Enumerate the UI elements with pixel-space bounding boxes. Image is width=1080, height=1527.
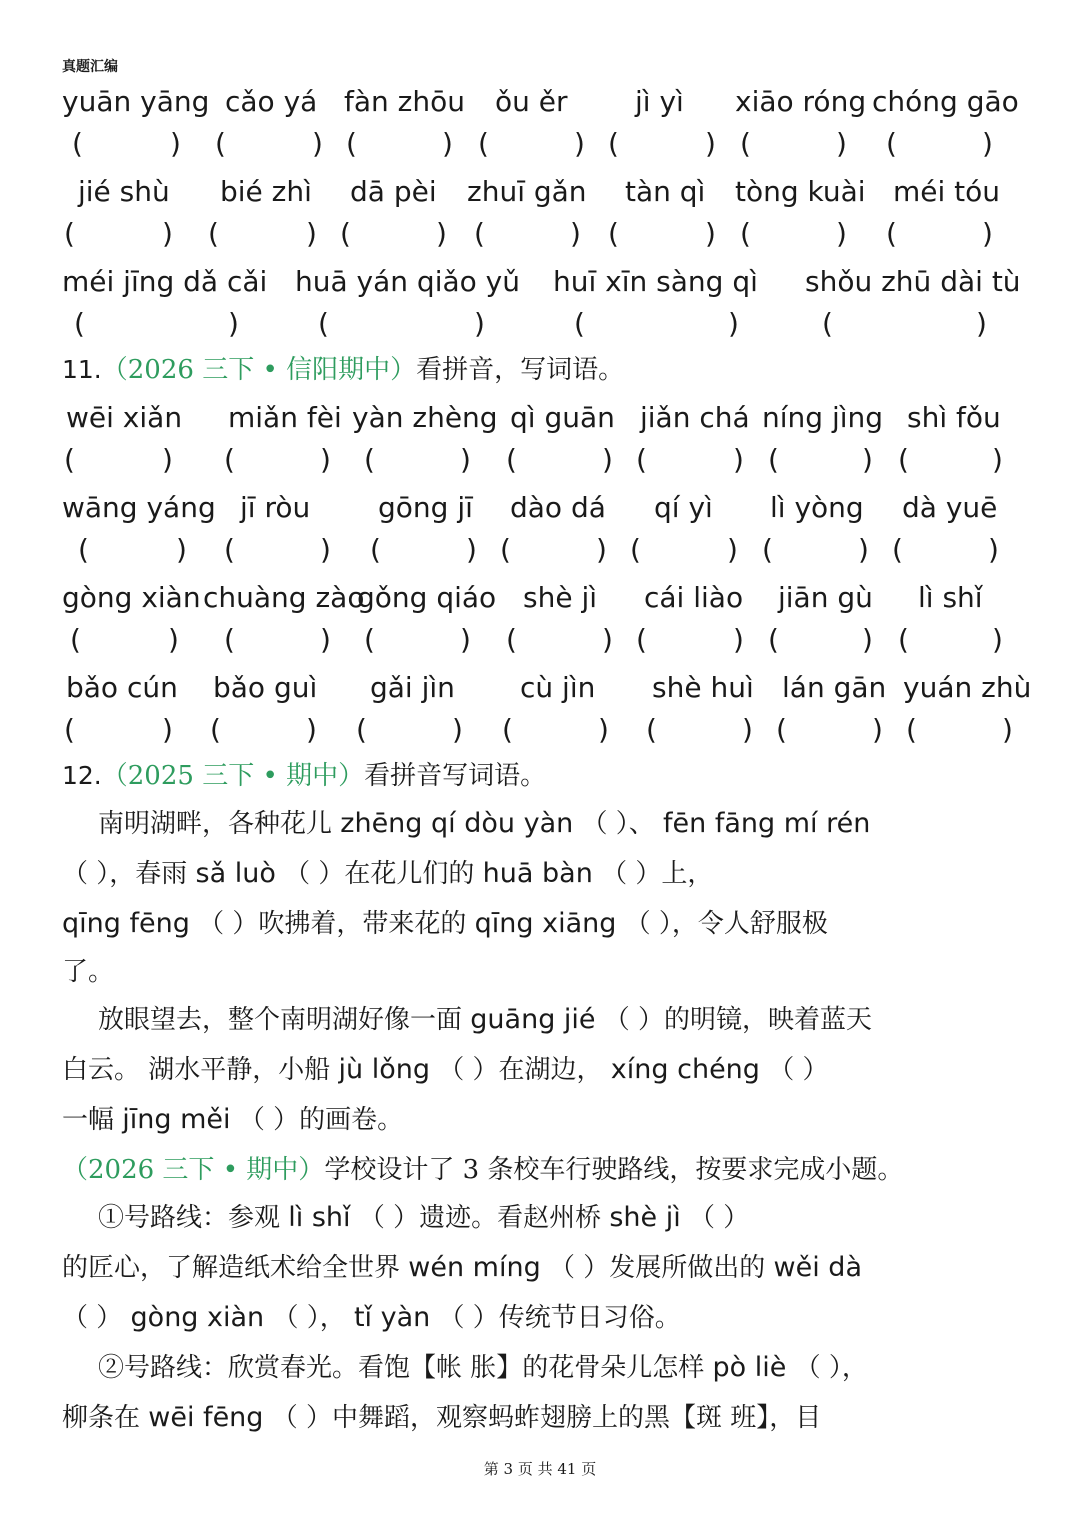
text-line xyxy=(62,1050,828,1090)
pinyin-word: gǒng qiáo xyxy=(357,581,497,614)
pinyin-word: lì shǐ xyxy=(918,581,983,614)
pinyin-word: huā yán qiǎo yǔ xyxy=(295,265,520,298)
pinyin-word: dà yuē xyxy=(902,491,998,524)
pinyin-word: gǎi jìn xyxy=(370,671,455,704)
pinyin-word: tàn qì xyxy=(625,175,706,208)
pinyin-word: bǎo guì xyxy=(213,671,318,704)
pinyin-prompt: lì shǐ xyxy=(288,1202,351,1233)
answer-blank: （ ），令人舒服极 xyxy=(624,909,828,939)
answer-blank-row: ( ) ( ) ( ) ( ) ( ) ( ) ( ) xyxy=(78,533,999,566)
question-source: （2026 三下 • 信阳期中） xyxy=(101,355,417,385)
pinyin-word: shè jì xyxy=(523,581,598,614)
pinyin-word: méi tóu xyxy=(893,175,1001,208)
answer-blank: （ ）上， xyxy=(601,859,714,889)
answer-blank-row: ( ) ( ) ( ) ( ) ( ) ( ) ( ) xyxy=(70,623,1003,656)
answer-blank-row: ( ) ( ) ( ) ( ) ( ) ( ) ( ) xyxy=(64,713,1013,746)
pinyin-word: lì yòng xyxy=(770,491,864,524)
text-line xyxy=(62,952,114,992)
answer-blank: （ ）中舞蹈，观察蚂蚱翅膀上的黑【斑 班】，目 xyxy=(271,1403,822,1433)
question-number: 12. xyxy=(62,761,102,790)
pinyin-prompt: xíng chéng xyxy=(610,1054,760,1085)
pinyin-word: jiān gù xyxy=(778,581,873,614)
pinyin-word: wāng yáng xyxy=(62,491,216,524)
pinyin-word: shè huì xyxy=(652,671,754,704)
text-line xyxy=(62,1298,681,1338)
question-number: 11. xyxy=(62,355,102,384)
answer-blank: （ ）吹拂着，带来花的 xyxy=(198,909,467,939)
answer-blank: （ ）的明镜，映着蓝天 xyxy=(603,1005,873,1035)
text-line xyxy=(62,854,713,894)
answer-blank: （ ）、 xyxy=(581,809,655,839)
pinyin-word: huī xīn sàng qì xyxy=(553,265,758,298)
answer-blank: （ ） xyxy=(62,1303,123,1333)
pinyin-word: lán gān xyxy=(782,671,887,704)
pinyin-word: tòng kuài xyxy=(735,175,866,208)
text-run: ②号路线：欣赏春光。看饱【帐 胀】的花骨朵儿怎样 xyxy=(98,1353,705,1383)
text-run: ①号路线：参观 xyxy=(98,1203,281,1233)
question-source: （2025 三下 • 期中） xyxy=(101,761,365,791)
answer-blank-row: ( ) ( ) ( ) ( ) xyxy=(74,307,987,340)
pinyin-word: jié shù xyxy=(78,175,170,208)
text-line xyxy=(98,1000,872,1040)
answer-blank: （ ） xyxy=(689,1203,750,1233)
pinyin-prompt: sǎ luò xyxy=(195,858,276,889)
pinyin-prompt: wēi fēng xyxy=(148,1402,264,1433)
answer-blank: （ ），春雨 xyxy=(62,859,188,889)
pinyin-prompt: wén míng xyxy=(408,1252,541,1283)
pinyin-word: yàn zhèng xyxy=(352,401,498,434)
text-line xyxy=(62,1248,862,1288)
question-13-heading xyxy=(62,1150,903,1190)
pinyin-word: qì guān xyxy=(510,401,615,434)
pinyin-word: dào dá xyxy=(510,491,606,524)
pinyin-word: jiǎn chá xyxy=(640,401,750,434)
pinyin-word: cái liào xyxy=(644,581,744,614)
pinyin-word: fàn zhōu xyxy=(344,85,465,118)
pinyin-prompt: huā bàn xyxy=(482,858,593,889)
answer-blank-row: ( ) ( ) ( ) ( ) ( ) ( ) ( ) xyxy=(72,127,993,160)
pinyin-word: gòng xiàn xyxy=(62,581,201,614)
pinyin-word: ǒu ěr xyxy=(495,85,568,118)
pinyin-row xyxy=(0,82,1080,122)
answer-blank-row: ( ) ( ) ( ) ( ) ( ) ( ) ( ) xyxy=(64,217,993,250)
pinyin-prompt: zhēng qí dòu yàn xyxy=(340,808,574,839)
text-run: 的匠心，了解造纸术给全世界 xyxy=(62,1253,401,1283)
pinyin-prompt: jù lǒng xyxy=(338,1054,430,1085)
pinyin-word: wēi xiǎn xyxy=(66,401,183,434)
pinyin-row xyxy=(0,578,1080,618)
text-line xyxy=(62,904,828,944)
answer-blank: （ ）在湖边， xyxy=(438,1055,603,1085)
pinyin-prompt: gòng xiàn xyxy=(130,1302,265,1333)
answer-blank: （ ）传统节日习俗。 xyxy=(438,1303,681,1333)
question-source: （2026 三下 • 期中） xyxy=(62,1155,325,1185)
answer-blank: （ ） xyxy=(768,1055,829,1085)
pinyin-prompt: fēn fāng mí rén xyxy=(663,808,871,839)
text-run: 柳条在 xyxy=(62,1403,141,1433)
text-run: 放眼望去，整个南明湖好像一面 xyxy=(98,1005,463,1035)
text-line xyxy=(62,1100,403,1140)
text-run: 白云。 湖水平静，小船 xyxy=(62,1055,331,1085)
pinyin-word: gōng jī xyxy=(378,491,473,524)
header-label: 真题汇编 xyxy=(62,59,118,75)
question-12-heading xyxy=(62,756,546,796)
pinyin-row xyxy=(0,488,1080,528)
pinyin-prompt: shè jì xyxy=(609,1202,681,1233)
pinyin-row xyxy=(0,668,1080,708)
pinyin-word: chóng gāo xyxy=(872,85,1019,118)
answer-blank: （ ）的画卷。 xyxy=(238,1105,404,1135)
page-footer: 第 3 页 共 41 页 xyxy=(483,1460,597,1478)
text-line xyxy=(98,1198,749,1238)
answer-blank-row: ( ) ( ) ( ) ( ) ( ) ( ) ( ) xyxy=(64,443,1003,476)
answer-blank: （ ）遗迹。看赵州桥 xyxy=(358,1203,602,1233)
question-title: 看拼音写词语。 xyxy=(364,761,547,791)
pinyin-prompt: qīng xiāng xyxy=(474,908,617,939)
pinyin-word: bǎo cún xyxy=(66,671,178,704)
pinyin-word: shǒu zhū dài tù xyxy=(805,265,1021,298)
text-line xyxy=(98,1348,868,1388)
pinyin-prompt: jīng měi xyxy=(122,1104,231,1135)
pinyin-row xyxy=(0,398,1080,438)
pinyin-word: jì yì xyxy=(635,85,684,118)
pinyin-word: xiāo róng xyxy=(735,85,867,118)
pinyin-prompt: qīng fēng xyxy=(62,908,190,939)
pinyin-word: qí yì xyxy=(654,491,713,524)
answer-blank: （ ）， xyxy=(794,1353,868,1383)
pinyin-word: méi jīng dǎ cǎi xyxy=(62,265,268,298)
pinyin-word: níng jìng xyxy=(762,401,884,434)
pinyin-row xyxy=(0,262,1080,302)
pinyin-word: zhuī gǎn xyxy=(467,175,587,208)
text-run: 南明湖畔，各种花儿 xyxy=(98,809,333,839)
question-title: 学校设计了 3 条校车行驶路线，按要求完成小题。 xyxy=(324,1155,904,1185)
answer-blank: （ ）在花儿们的 xyxy=(284,859,475,889)
text-run: 了。 xyxy=(62,957,115,987)
pinyin-prompt: tǐ yàn xyxy=(353,1302,431,1333)
pinyin-word: jī ròu xyxy=(240,491,311,524)
pinyin-word: yuān yāng xyxy=(62,85,210,118)
text-run: 一幅 xyxy=(62,1105,115,1135)
answer-blank: （ ）发展所做出的 xyxy=(549,1253,766,1283)
answer-blank: （ ）， xyxy=(272,1303,346,1333)
text-line xyxy=(98,804,870,844)
text-line xyxy=(62,1398,821,1438)
pinyin-word: shì fǒu xyxy=(907,401,1001,434)
pinyin-word: bié zhì xyxy=(220,175,312,208)
pinyin-word: chuàng zào xyxy=(203,581,365,614)
pinyin-prompt: pò liè xyxy=(712,1352,787,1383)
question-title: 看拼音，写词语。 xyxy=(416,355,625,385)
pinyin-prompt: guāng jié xyxy=(470,1004,596,1035)
pinyin-row xyxy=(0,172,1080,212)
pinyin-word: cǎo yá xyxy=(225,85,318,118)
pinyin-word: dā pèi xyxy=(350,175,437,208)
pinyin-word: miǎn fèi xyxy=(228,401,342,434)
pinyin-word: cù jìn xyxy=(520,671,596,704)
pinyin-prompt: wěi dà xyxy=(773,1252,862,1283)
pinyin-word: yuán zhù xyxy=(903,671,1032,704)
question-11-heading xyxy=(62,350,624,390)
